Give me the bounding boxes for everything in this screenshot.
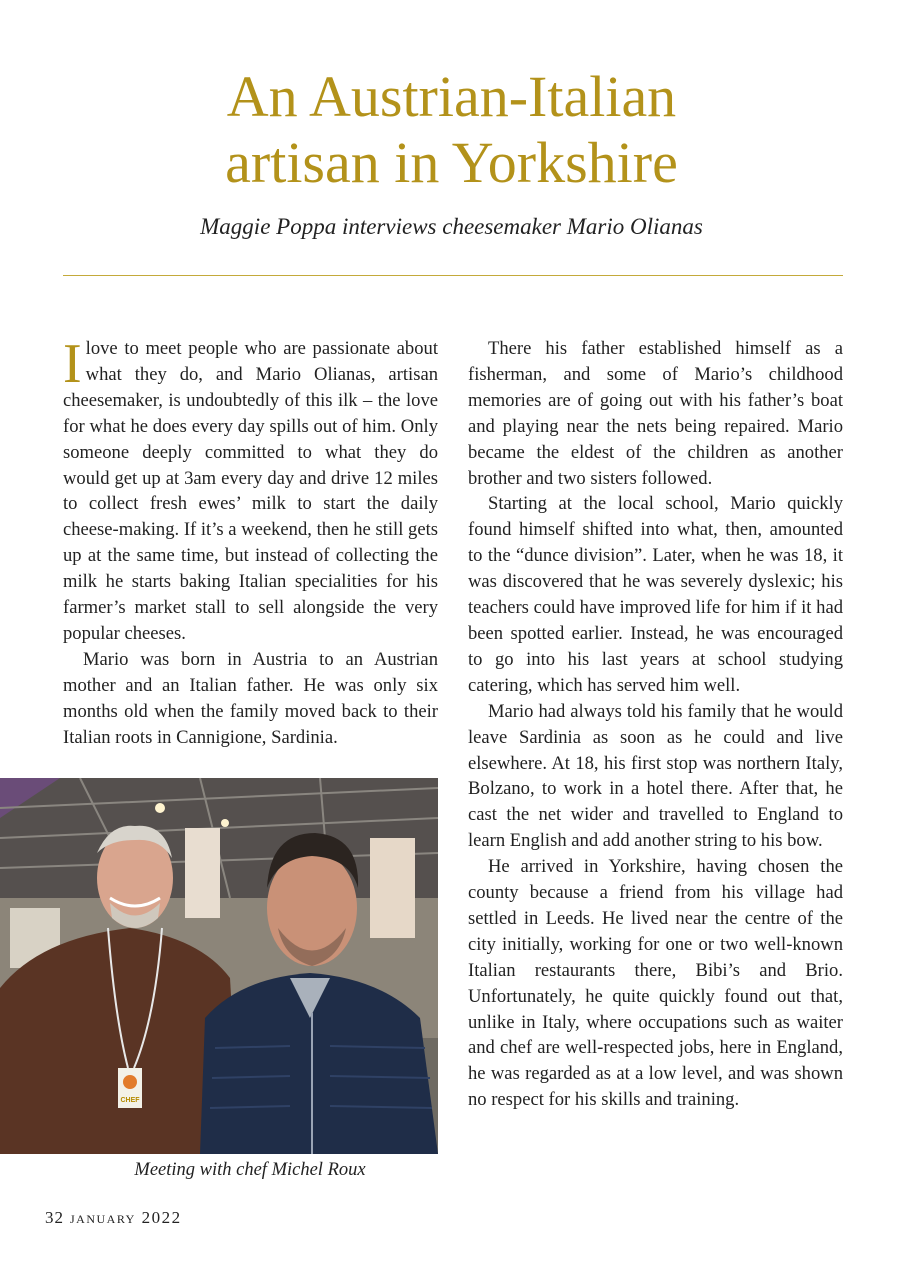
photo-caption: Meeting with chef Michel Roux — [134, 1160, 366, 1180]
page-number: 32 — [45, 1208, 64, 1227]
page-footer — [45, 1208, 182, 1228]
drop-cap: I — [63, 333, 82, 395]
left-paragraph-1 — [63, 333, 438, 647]
right-column — [468, 336, 843, 1113]
article-subtitle: Maggie Poppa interviews cheesemaker Mario Olianas — [200, 214, 703, 239]
stand-banner — [185, 828, 220, 918]
ceiling-light — [155, 803, 165, 813]
right-paragraph-3: Mario had always told his family that he would leave Sardinia as soon as he could and live elsewhere. At 18, his first stop was northern Italy, Bolzano, to work in a hotel there. After that, he cast the net wider and travelled to England to learn English and add another string to his bow. — [468, 700, 843, 852]
ceiling-light — [221, 819, 229, 827]
right-paragraph-1: There his father established himself as a fisherman, and some of Mario’s childhood memories are of going out with his father’s boat and playing near the nets being repaired. Mario became the eldest of the children as another brother and two sisters followed. — [468, 338, 843, 489]
title-divider — [63, 275, 843, 276]
title-line-2: artisan in Yorkshire — [225, 130, 678, 195]
article-title — [0, 64, 903, 196]
left-paragraph-2: Mario was born in Austria to an Austrian mother and an Italian father. He was only six months old when the family moved back to their Italian roots in Cannigione, Sardinia. — [63, 648, 438, 748]
title-line-1: An Austrian-Italian — [226, 64, 677, 129]
photo-illustration — [0, 778, 438, 1154]
right-paragraph-4: He arrived in Yorkshire, having chosen the county because a friend from his village had settled in Leeds. He lived near the centre of the city initially, working for one or two well-known Italian restaurants there, Bibi’s and Brio. Unfortunately, he quite quickly found out that, unlike in Italy, where occupations such as waiter and chef are well-respected jobs, here in England, he was regarded as at a low level, and was shown no respect for his skills and training. — [468, 856, 843, 1111]
issue-date: january 2022 — [70, 1208, 182, 1227]
stand-banner — [370, 838, 415, 938]
left-paragraph-1-text: love to meet people who are passionate about what they do, and Mario Olianas, artisan cheesemaker, is undoubtedly of this ilk – the love for what he does every day spills out of him. Only someone deeply committed to what they do would get up at 3am every day and drive 12 miles to collect fresh ewes’ milk to start the daily cheese-making. If it’s a weekend, then he still gets up at the same time, but instead of collecting the milk he starts baking Italian specialities for his farmer’s market stall to sell alongside the very popular cheeses. — [63, 338, 438, 644]
left-column — [63, 333, 438, 751]
article-photo — [0, 778, 438, 1154]
right-paragraph-2: Starting at the local school, Mario quickly found himself shifted into what, then, amounted to the “dunce division”. Later, when he was 18, it was discovered that he was severely dyslexic; his teachers could have improved life for him if it had been spotted earlier. Instead, he was encouraged to go into his last years at school studying catering, which has served him well. — [468, 493, 843, 696]
badge-label: CHEF — [120, 1097, 140, 1104]
